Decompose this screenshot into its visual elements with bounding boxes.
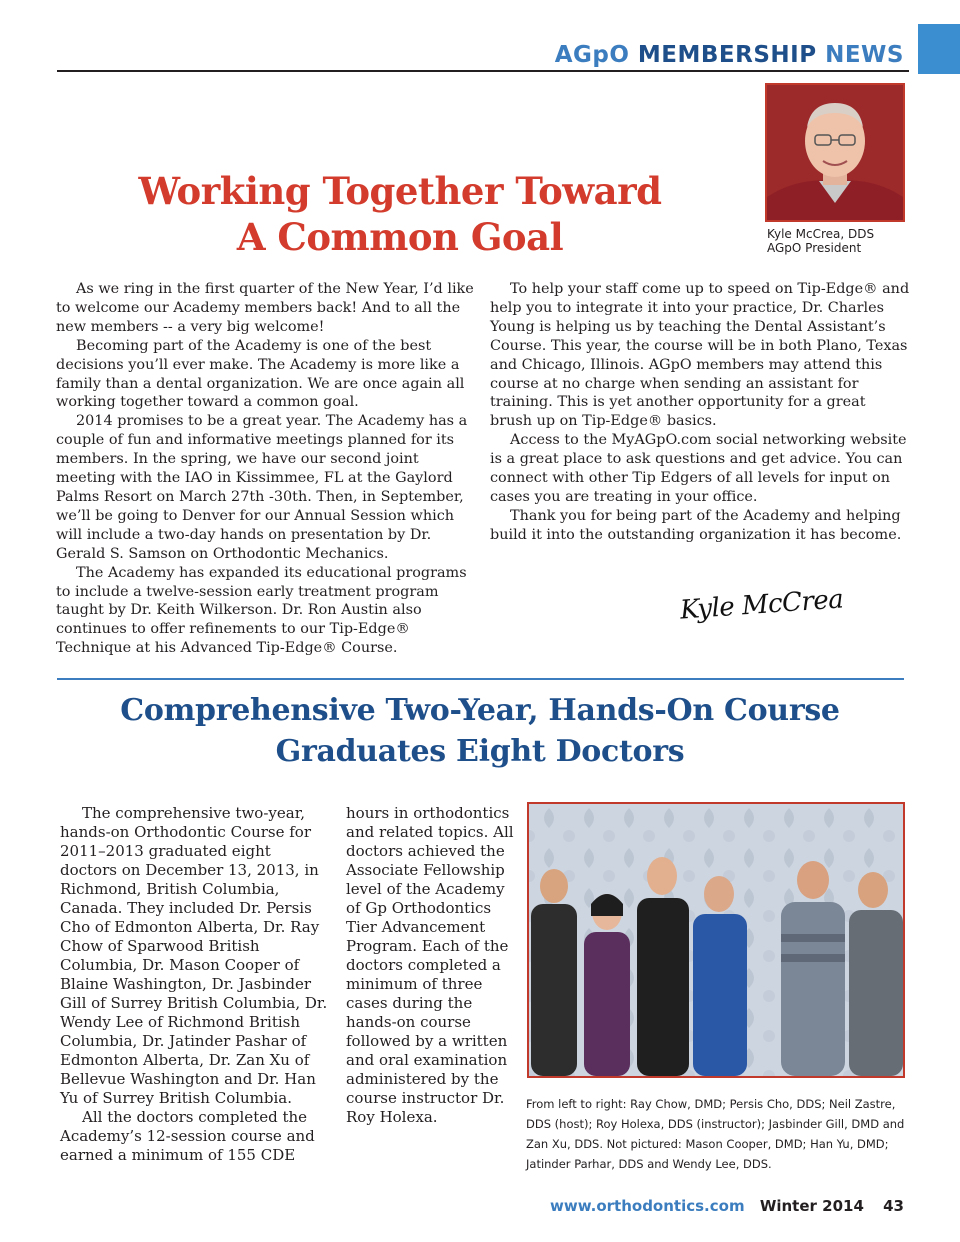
section-title-prefix: AGpO <box>554 42 630 68</box>
article1-headline-line2: A Common Goal <box>236 215 564 259</box>
footer-issue: Winter 2014 <box>759 1197 864 1215</box>
article2-paragraph: hours in orthodontics and related topics. All doctors achieved the Associate Fellowship level of the Academy of Gp Orthodontics Tier Advancement Program. Each of the doctors completed a minimum of three cases during the hands-on course followed by a written and oral examination administered by the course instructor Dr. Roy Holexa. <box>346 804 514 1126</box>
header-color-tab <box>918 24 960 74</box>
article1-paragraph: 2014 promises to be a great year. The Academy has a couple of fun and informative meetings planned for its members. In the spring, we have our second joint meeting with the IAO in Kissimmee, FL at the Gaylord Palms Resort on March 27th -30th. Then, in September, we’ll be going to Denver for our Annual Session which will include a two-day hands on presentation by Dr. Gerald S. Samson on Orthodontic Mechanics. <box>56 413 468 562</box>
section-divider <box>57 678 904 680</box>
section-title-suffix: NEWS <box>825 42 904 68</box>
page-footer <box>550 1197 904 1215</box>
group-photo <box>527 802 905 1078</box>
section-title <box>555 42 904 68</box>
article2-column-middle <box>346 804 516 1127</box>
article1-headline-line1: Working Together Toward <box>138 169 662 213</box>
article1-paragraph: Becoming part of the Academy is one of the best decisions you’ll ever make. The Academy is more like a family than a dental organization. We are once again all working together toward a common goal. <box>56 337 465 411</box>
portrait-caption-title: AGpO President <box>767 241 862 255</box>
article2-paragraph: All the doctors completed the Academy’s 12-session course and earned a minimum of 155 CDE <box>60 1108 315 1164</box>
section-title-main: MEMBERSHIP <box>637 42 817 68</box>
signature: Kyle McCrea <box>679 584 845 626</box>
portrait-caption-name: Kyle McCrea, DDS <box>767 227 875 241</box>
article1-paragraph: The Academy has expanded its educational programs to include a twelve-session early treatment program taught by Dr. Keith Wilkerson. Dr. Ron Austin also continues to offer refinements to our Tip-Edge® Technique at his Advanced Tip-Edge® Course. <box>56 564 467 657</box>
article1-column-left <box>56 280 476 658</box>
portrait-illustration <box>767 85 903 220</box>
article1-paragraph: As we ring in the first quarter of the New Year, I’d like to welcome our Academy members back! And to all the new members -- a very big welcome! <box>56 281 474 335</box>
article2-headline <box>56 690 904 772</box>
group-photo-caption: From left to right: Ray Chow, DMD; Persis Cho, DDS; Neil Zastre, DDS (host); Roy Holexa, DDS (instructor); Jasbinder Gill, DMD and Zan Xu, DDS. Not pictured: Mason Cooper, DMD; Han Yu, DMD; Jatinder Parhar, DDS and Wendy Lee, DDS. <box>526 1097 905 1171</box>
article2-paragraph: The comprehensive two-year, hands-on Orthodontic Course for 2011–2013 graduated eight doctors on December 13, 2013, in Richmond, British Columbia, Canada. They included Dr. Persis Cho of Edmonton Alberta, Dr. Ray Chow of Sparwood British Columbia, Dr. Mason Cooper of Blaine Washington, Dr. Jasbinder Gill of Surrey British Columbia, Dr. Wendy Lee of Richmond British Columbia, Dr. Jatinder Pashar of Edmonton Alberta, Dr. Zan Xu of Bellevue Washington and Dr. Han Yu of Surrey British Columbia. <box>60 804 328 1107</box>
page-number: 43 <box>883 1197 904 1215</box>
footer-url[interactable]: www.orthodontics.com <box>550 1197 745 1215</box>
portrait-caption <box>767 227 874 255</box>
portrait-photo <box>765 83 905 222</box>
article1-headline <box>60 168 740 260</box>
article2-headline-line2: Graduates Eight Doctors <box>275 734 685 769</box>
article1-column-right <box>490 280 910 545</box>
article1-paragraph: Thank you for being part of the Academy and helping build it into the outstanding organization it has become. <box>490 507 902 543</box>
header-rule <box>57 70 909 72</box>
article1-paragraph: To help your staff come up to speed on Tip-Edge® and help you to integrate it into your practice, Dr. Charles Young is helping us by teaching the Dental Assistant’s Course. This year, the course will be in both Plano, Texas and Chicago, Illinois. AGpO members may attend this course at no charge when sending an assistant for training. This is yet another opportunity for a great brush up on Tip-Edge® basics. <box>490 281 910 430</box>
article2-headline-line1: Comprehensive Two-Year, Hands-On Course <box>120 693 840 728</box>
group-photo-illustration <box>529 804 903 1076</box>
article1-paragraph: Access to the MyAGpO.com social networking website is a great place to ask questions and get advice. You can connect with other Tip Edgers of all levels for input on cases you are treating in your office. <box>490 432 907 505</box>
article2-column-left <box>60 804 330 1165</box>
